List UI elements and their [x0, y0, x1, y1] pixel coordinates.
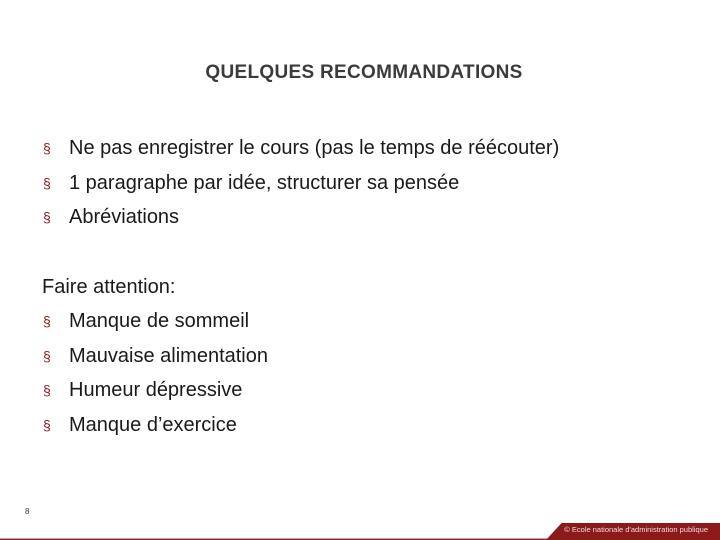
- page-number: 8: [25, 507, 30, 516]
- list-item: § Mauvaise alimentation: [42, 339, 268, 374]
- list-item: § 1 paragraphe par idée, structurer sa pensée: [42, 166, 559, 201]
- list-item: § Manque de sommeil: [42, 304, 268, 339]
- list-item: § Humeur dépressive: [42, 373, 268, 408]
- bullet-icon: §: [43, 140, 51, 156]
- list-item: § Manque d’exercice: [42, 408, 268, 443]
- bullet-icon: §: [43, 209, 51, 225]
- list-item: § Abréviations: [42, 200, 559, 235]
- footer-copyright: © Ecole nationale d'administration publique: [564, 525, 708, 534]
- bullet-icon: §: [43, 174, 51, 191]
- attention-list: [42, 304, 268, 442]
- attention-heading: Faire attention:: [42, 276, 176, 298]
- recommendations-list: [42, 131, 559, 235]
- bullet-icon: §: [43, 313, 51, 329]
- bullet-icon: §: [43, 382, 51, 398]
- slide-title: QUELQUES RECOMMANDATIONS: [205, 62, 523, 83]
- bullet-icon: §: [43, 347, 51, 364]
- bullet-icon: §: [43, 416, 51, 433]
- list-item: § Ne pas enregistrer le cours (pas le temps de réécouter): [42, 131, 559, 166]
